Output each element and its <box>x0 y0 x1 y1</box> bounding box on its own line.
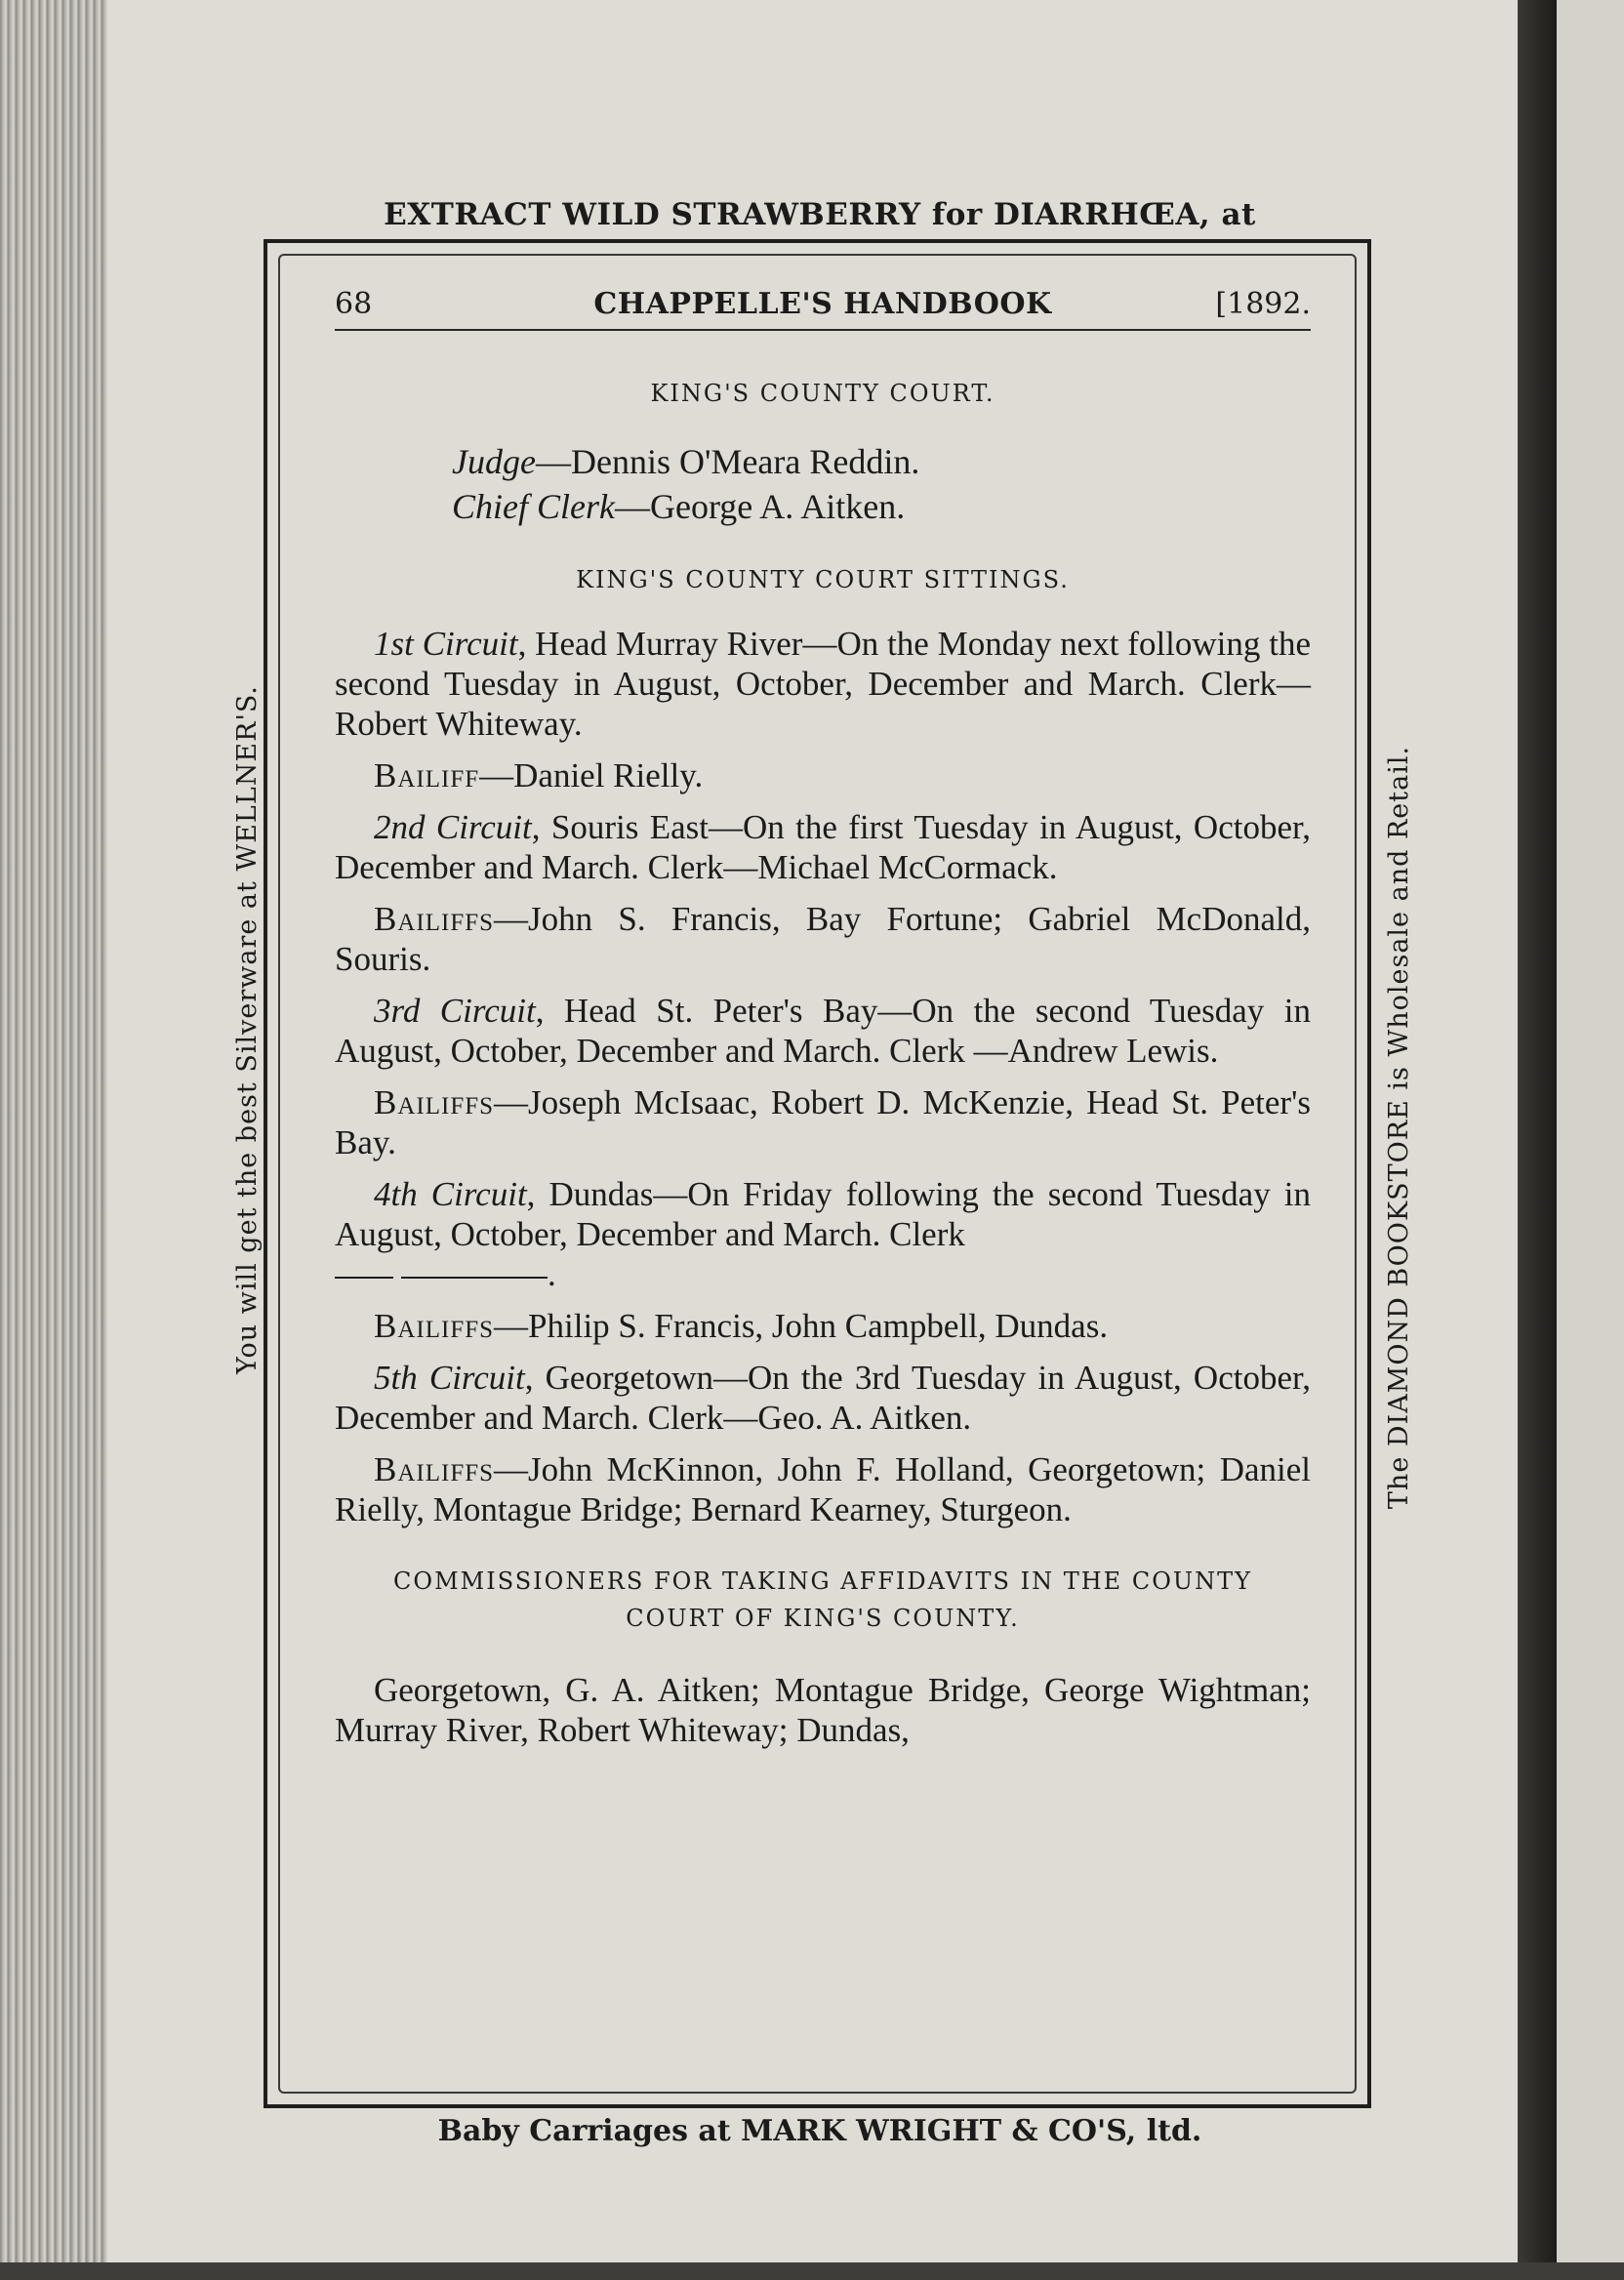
bailiff-label: Bailiffs <box>374 1083 495 1121</box>
chief-clerk-name: —George A. Aitken. <box>614 487 906 526</box>
circuit-paragraph: 4th Circuit, Dundas—On Friday following the second Tuesday in August, October, December and March. Clerk . <box>335 1175 1311 1293</box>
clerk-blank-rule <box>335 1277 393 1279</box>
circuit-name: 4th Circuit <box>374 1175 527 1213</box>
clerk-blank-rule <box>401 1277 548 1279</box>
circuit-paragraph <box>335 807 1311 887</box>
circuit-name: 1st Circuit <box>374 625 518 663</box>
circuit-paragraph <box>335 1358 1311 1438</box>
judge-role: Judge <box>452 442 536 481</box>
bailiff-label: Bailiffs <box>374 1307 495 1345</box>
section-heading-court: KING'S COUNTY COURT. <box>650 380 995 407</box>
section-heading-commissioners <box>335 1563 1311 1637</box>
bailiff-paragraph <box>335 755 1311 795</box>
book-page-edges <box>0 0 117 2280</box>
bailiff-paragraph <box>335 1082 1311 1162</box>
circuit-text: , Dundas—On Friday following the second Tuesday in August, October, December and March. Clerk <box>335 1175 1311 1253</box>
bailiff-names: —John S. Francis, Bay Fortune; Gabriel McDonald, Souris. <box>335 900 1311 978</box>
bailiff-label: Bailiffs <box>374 900 495 938</box>
bailiff-names: —Daniel Rielly. <box>479 756 704 794</box>
book-title: CHAPPELLE'S HANDBOOK <box>593 287 1052 321</box>
facing-page <box>1557 0 1624 2280</box>
header-year: [1892. <box>1215 287 1311 321</box>
bailiff-names: —Philip S. Francis, John Campbell, Dundas. <box>494 1307 1109 1345</box>
circuit-name: 3rd Circuit <box>374 992 536 1030</box>
court-officers <box>335 439 1311 529</box>
bailiff-label: Bailiffs <box>374 1450 495 1488</box>
judge-line <box>452 439 1311 484</box>
circuit-text: , Head St. Peter's Bay—On the second Tuesday in August, October, December and March. Clerk —Andrew Lewis. <box>335 992 1311 1070</box>
circuit-name: 2nd Circuit <box>374 808 532 846</box>
running-header <box>335 278 1311 331</box>
bailiff-paragraph <box>335 1306 1311 1346</box>
section-heading-sittings: KING'S COUNTY COURT SITTINGS. <box>576 566 1070 593</box>
chief-clerk-role: Chief Clerk <box>452 487 615 526</box>
book-gutter <box>1518 0 1557 2280</box>
commissioners-heading-line: COURT OF KING'S COUNTY. <box>626 1605 1020 1632</box>
circuit-name: 5th Circuit <box>374 1359 525 1397</box>
circuit-text: , Georgetown—On the 3rd Tuesday in August, October, December and March. Clerk—Geo. A. Aitken. <box>335 1359 1311 1437</box>
bailiff-names: —John McKinnon, John F. Holland, Georgetown; Daniel Rielly, Montague Bridge; Bernard Kearney, Sturgeon. <box>335 1450 1311 1528</box>
scan-bottom-edge <box>0 2262 1624 2280</box>
commissioners-heading-line: COMMISSIONERS FOR TAKING AFFIDAVITS IN THE COUNTY <box>393 1568 1252 1595</box>
circuit-text: , Head Murray River—On the Monday next following the second Tuesday in August, October, December and March. Clerk—Robert Whiteway. <box>335 625 1312 743</box>
advert-left-margin: You will get the best Silverware at WELLNER'S. <box>232 685 263 1374</box>
advert-bottom: Baby Carriages at MARK WRIGHT & CO'S, ltd. <box>437 2114 1202 2148</box>
advert-top: EXTRACT WILD STRAWBERRY for DIARRHŒA, at <box>384 197 1256 232</box>
bailiff-label: Bailiff <box>374 756 480 794</box>
page-number: 68 <box>335 287 373 321</box>
commissioners-paragraph: Georgetown, G. A. Aitken; Montague Bridge, George Wightman; Murray River, Robert Whiteway; Dundas, <box>335 1671 1311 1749</box>
bailiff-paragraph <box>335 1449 1311 1529</box>
bailiff-names: —Joseph McIsaac, Robert D. McKenzie, Head St. Peter's Bay. <box>335 1083 1311 1161</box>
bailiff-paragraph <box>335 899 1311 979</box>
circuit-paragraph <box>335 624 1311 744</box>
advert-right-margin: The DIAMOND BOOKSTORE is Wholesale and Retail. <box>1384 745 1414 1510</box>
circuit-paragraph <box>335 991 1311 1071</box>
judge-name: —Dennis O'Meara Reddin. <box>535 442 920 481</box>
chief-clerk-line <box>452 484 1311 529</box>
page-content <box>335 278 1311 1750</box>
circuit-text: , Souris East—On the first Tuesday in August, October, December and March. Clerk—Michael McCormack. <box>335 808 1311 886</box>
